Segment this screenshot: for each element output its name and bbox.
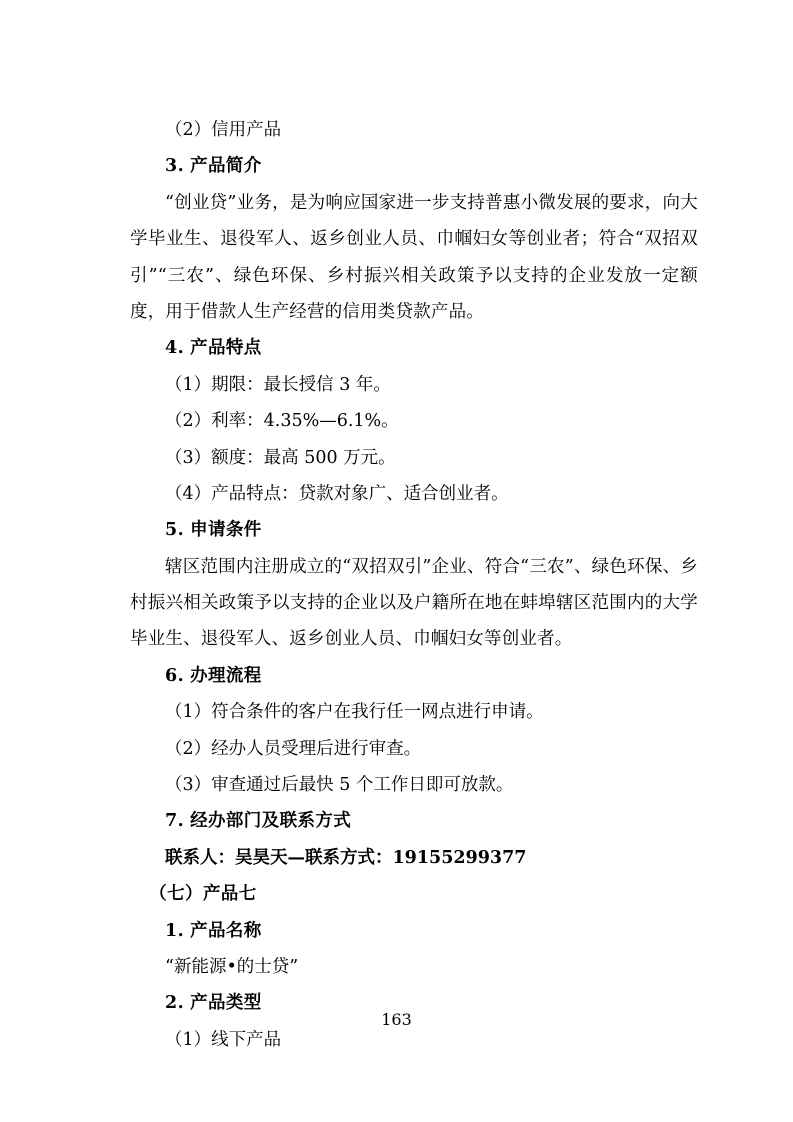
heading-number: 6. <box>165 665 185 686</box>
document-body <box>130 112 698 1058</box>
heading-number: 7. <box>165 811 185 832</box>
heading-number: 1. <box>165 920 185 941</box>
heading-process <box>130 658 698 694</box>
heading-number: 2. <box>165 993 185 1014</box>
paragraph-application-conditions-body: 辖区范围内注册成立的“双招双引”企业、符合“三农”、绿色环保、乡村振兴相关政策予以支持的企业以及户籍所在地在蚌埠辖区范围内的大学毕业生、退役军人、返乡创业人员、巾帼妇女等创业者。 <box>130 556 698 650</box>
list-item-feature: （4）产品特点：贷款对象广、适合创业者。 <box>165 483 509 504</box>
heading-product-intro <box>130 148 698 184</box>
heading-text: 办理流程 <box>190 665 262 686</box>
paragraph-product-intro-body: “创业贷”业务，是为响应国家进一步支持普惠小微发展的要求，向大学毕业生、退役军人、返乡创业人员、巾帼妇女等创业者；符合“双招双引”“三农”、绿色环保、乡村振兴相关政策予以支持的企业发放一定额度，用于借款人生产经营的信用类贷款产品。 <box>130 192 698 322</box>
heading-text: 产品名称 <box>190 920 262 941</box>
list-item-term: （1）期限：最长授信 3 年。 <box>165 374 391 395</box>
heading-text: 产品简介 <box>190 156 262 177</box>
list-item-amount: （3）额度：最高 500 万元。 <box>165 447 396 468</box>
heading-text: 申请条件 <box>190 520 262 541</box>
paragraph-credit-product: （2）信用产品 <box>165 120 282 140</box>
heading-product-features <box>130 330 698 366</box>
heading-section-product-seven: （七）产品七 <box>149 884 257 905</box>
list-item-offline-product: （1）线下产品 <box>165 1029 282 1050</box>
list-item-rate: （2）利率：4.35%—6.1%。 <box>165 411 399 432</box>
heading-product-name <box>130 913 698 949</box>
list-item-process-3: （3）审查通过后最快 5 个工作日即可放款。 <box>165 775 514 796</box>
heading-contact <box>130 803 698 839</box>
heading-text: 产品特点 <box>190 338 262 359</box>
heading-number: 3. <box>165 156 185 177</box>
heading-text: 经办部门及联系方式 <box>190 811 352 832</box>
heading-text: 产品类型 <box>190 993 262 1014</box>
contact-details: 联系人：吴昊天—联系方式：19155299377 <box>165 847 527 868</box>
heading-application-conditions <box>130 512 698 548</box>
page-number: 163 <box>381 1010 412 1029</box>
list-item-process-1: （1）符合条件的客户在我行任一网点进行申请。 <box>165 702 544 723</box>
product-name-value: “新能源•的士贷” <box>165 956 299 977</box>
heading-number: 4. <box>165 338 185 359</box>
heading-number: 5. <box>165 520 185 541</box>
list-item-process-2: （2）经办人员受理后进行审查。 <box>165 738 422 759</box>
